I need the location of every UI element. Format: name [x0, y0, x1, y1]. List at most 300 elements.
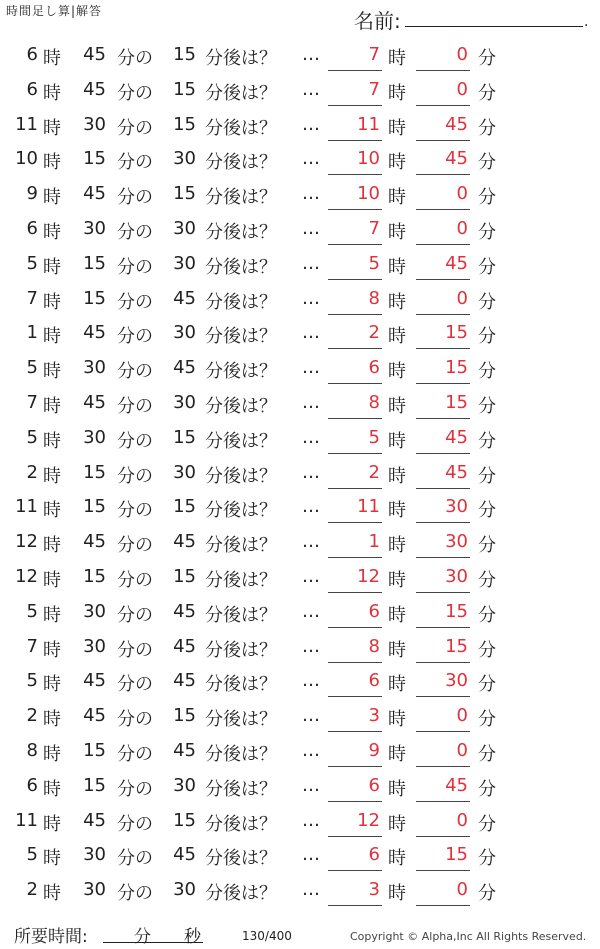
minutes-after-unit: 分後は？: [205, 256, 277, 278]
answer-minute-unit: 分: [478, 500, 496, 522]
answer-minute-blank: [416, 905, 470, 906]
problem-row: [0, 804, 600, 839]
ellipsis: …: [302, 217, 320, 239]
minute-of-unit: 分の: [117, 848, 153, 870]
answer-minute-unit: 分: [478, 639, 496, 661]
problem-row: [0, 734, 600, 769]
answer-minute-blank: [416, 279, 470, 280]
minutes-after-unit: 分後は？: [205, 430, 277, 452]
answer-hour-unit: 時: [388, 256, 406, 278]
answer-minute-blank: [416, 244, 470, 245]
answer-minute-unit: 分: [478, 465, 496, 487]
minute-of-unit: 分の: [117, 326, 153, 348]
minutes-after-unit: 分後は？: [205, 535, 277, 557]
added-minutes: 30: [173, 774, 196, 796]
problem-row: [0, 873, 600, 908]
start-minute: 45: [83, 531, 106, 553]
answer-minute-unit: 分: [478, 743, 496, 765]
answer-minute-blank: [416, 696, 470, 697]
ellipsis: …: [302, 635, 320, 657]
answer-minute[interactable]: 30: [445, 531, 468, 553]
answer-minute-unit: 分: [478, 604, 496, 626]
answer-minute[interactable]: 15: [445, 844, 468, 866]
added-minutes: 45: [173, 357, 196, 379]
answer-hour-unit: 時: [388, 152, 406, 174]
start-hour: 11: [15, 809, 38, 831]
minute-of-unit: 分の: [117, 813, 153, 835]
hour-unit: 時: [43, 187, 61, 209]
answer-hour-blank: [328, 662, 382, 663]
answer-hour-blank: [328, 174, 382, 175]
answer-minute[interactable]: 0: [456, 287, 468, 309]
worksheet-title: 時間足し算|解答: [6, 4, 103, 18]
answer-hour-blank: [328, 453, 382, 454]
answer-hour[interactable]: 5: [368, 252, 380, 274]
answer-hour[interactable]: 6: [368, 670, 380, 692]
added-minutes: 45: [173, 844, 196, 866]
answer-minute-unit: 分: [478, 674, 496, 696]
ellipsis: …: [302, 774, 320, 796]
added-minutes: 15: [173, 705, 196, 727]
answer-minute-unit: 分: [478, 569, 496, 591]
answer-hour-blank: [328, 870, 382, 871]
answer-minute[interactable]: 15: [445, 600, 468, 622]
answer-hour-unit: 時: [388, 500, 406, 522]
start-minute: 45: [83, 391, 106, 413]
start-hour: 2: [26, 705, 38, 727]
answer-minute[interactable]: 45: [445, 426, 468, 448]
answer-hour-unit: 時: [388, 48, 406, 69]
start-hour: 5: [26, 252, 38, 274]
answer-hour-blank: [328, 627, 382, 628]
start-minute: 15: [83, 252, 106, 274]
answer-hour[interactable]: 2: [368, 322, 380, 344]
ellipsis: …: [302, 705, 320, 727]
answer-minute[interactable]: 15: [445, 391, 468, 413]
answer-hour-unit: 時: [388, 82, 406, 104]
minute-of-unit: 分の: [117, 778, 153, 800]
answer-hour-blank: [328, 557, 382, 558]
answer-hour-blank: [328, 905, 382, 906]
answer-hour-blank: [328, 244, 382, 245]
added-minutes: 45: [173, 600, 196, 622]
hour-unit: 時: [43, 361, 61, 383]
start-hour: 6: [26, 44, 38, 65]
problem-row: [0, 664, 600, 699]
minutes-after-unit: 分後は？: [205, 82, 277, 104]
answer-hour-unit: 時: [388, 813, 406, 835]
answer-hour-blank: [328, 592, 382, 593]
minutes-after-unit: 分後は？: [205, 778, 277, 800]
answer-hour[interactable]: 11: [357, 113, 380, 135]
ellipsis: …: [302, 670, 320, 692]
answer-minute[interactable]: 45: [445, 148, 468, 170]
added-minutes: 15: [173, 44, 196, 65]
answer-minute[interactable]: 0: [456, 739, 468, 761]
hour-unit: 時: [43, 848, 61, 870]
answer-hour[interactable]: 5: [368, 426, 380, 448]
added-minutes: 15: [173, 113, 196, 135]
problem-row: [0, 108, 600, 143]
answer-minute[interactable]: 0: [456, 183, 468, 205]
hour-unit: 時: [43, 639, 61, 661]
added-minutes: 30: [173, 322, 196, 344]
answer-minute-blank: [416, 140, 470, 141]
start-hour: 5: [26, 844, 38, 866]
minute-of-unit: 分の: [117, 709, 153, 731]
start-hour: 5: [26, 600, 38, 622]
problem-row: [0, 247, 600, 282]
answer-minute-unit: 分: [478, 187, 496, 209]
start-minute: 30: [83, 217, 106, 239]
start-minute: 30: [83, 600, 106, 622]
hour-unit: 時: [43, 604, 61, 626]
answer-hour-unit: 時: [388, 221, 406, 243]
answer-hour[interactable]: 7: [368, 217, 380, 239]
minutes-after-unit: 分後は？: [205, 117, 277, 139]
start-minute: 15: [83, 461, 106, 483]
start-minute: 30: [83, 844, 106, 866]
answer-hour-blank: [328, 488, 382, 489]
name-field-line[interactable]: [405, 26, 583, 27]
start-minute: 15: [83, 739, 106, 761]
answer-minute-blank: [416, 592, 470, 593]
answer-hour-unit: 時: [388, 465, 406, 487]
answer-minute[interactable]: 0: [456, 809, 468, 831]
answer-minute[interactable]: 0: [456, 217, 468, 239]
minute-of-unit: 分の: [117, 256, 153, 278]
problem-row: [0, 386, 600, 421]
minutes-after-unit: 分後は？: [205, 674, 277, 696]
answer-hour-unit: 時: [388, 535, 406, 557]
start-minute: 15: [83, 774, 106, 796]
problem-row: [0, 525, 600, 560]
answer-hour-blank: [328, 314, 382, 315]
answer-minute-blank: [416, 174, 470, 175]
problem-row: [0, 560, 600, 595]
minutes-after-unit: 分後は？: [205, 813, 277, 835]
answer-minute[interactable]: 0: [456, 879, 468, 901]
problem-row: [0, 490, 600, 525]
answer-hour[interactable]: 6: [368, 774, 380, 796]
answer-minute[interactable]: 15: [445, 635, 468, 657]
minutes-after-unit: 分後は？: [205, 395, 277, 417]
answer-hour-blank: [328, 522, 382, 523]
minutes-after-unit: 分後は？: [205, 221, 277, 243]
answer-hour[interactable]: 9: [368, 739, 380, 761]
minute-of-unit: 分の: [117, 883, 153, 905]
answer-hour-unit: 時: [388, 291, 406, 313]
answer-minute[interactable]: 45: [445, 774, 468, 796]
start-minute: 45: [83, 322, 106, 344]
minutes-after-unit: 分後は？: [205, 883, 277, 905]
answer-hour[interactable]: 3: [368, 705, 380, 727]
ellipsis: …: [302, 565, 320, 587]
answer-minute-unit: 分: [478, 395, 496, 417]
problem-row: [0, 351, 600, 386]
start-hour: 8: [26, 739, 38, 761]
added-minutes: 15: [173, 565, 196, 587]
answer-minute-unit: 分: [478, 291, 496, 313]
answer-minute-blank: [416, 662, 470, 663]
answer-minute-blank: [416, 70, 470, 71]
answer-minute-unit: 分: [478, 152, 496, 174]
answer-minute[interactable]: 0: [456, 44, 468, 65]
answer-minute-unit: 分: [478, 326, 496, 348]
answer-minute[interactable]: 45: [445, 113, 468, 135]
added-minutes: 30: [173, 461, 196, 483]
answer-hour-unit: 時: [388, 778, 406, 800]
answer-hour[interactable]: 8: [368, 391, 380, 413]
problem-list: [0, 38, 600, 908]
answer-minute-blank: [416, 209, 470, 210]
start-minute: 45: [83, 670, 106, 692]
minutes-after-unit: 分後は？: [205, 709, 277, 731]
answer-minute-blank: [416, 522, 470, 523]
minute-of-unit: 分の: [117, 291, 153, 313]
start-minute: 30: [83, 426, 106, 448]
answer-hour-blank: [328, 209, 382, 210]
problem-row: [0, 73, 600, 108]
ellipsis: …: [302, 183, 320, 205]
problem-row: [0, 838, 600, 873]
answer-minute-blank: [416, 314, 470, 315]
minutes-after-unit: 分後は？: [205, 465, 277, 487]
minutes-after-unit: 分後は？: [205, 569, 277, 591]
answer-minute[interactable]: 30: [445, 496, 468, 518]
added-minutes: 45: [173, 739, 196, 761]
minute-of-unit: 分の: [117, 535, 153, 557]
answer-hour-blank: [328, 418, 382, 419]
answer-hour[interactable]: 10: [357, 183, 380, 205]
start-hour: 11: [15, 496, 38, 518]
answer-minute-unit: 分: [478, 813, 496, 835]
answer-minute-unit: 分: [478, 709, 496, 731]
ellipsis: …: [302, 531, 320, 553]
answer-hour-blank: [328, 766, 382, 767]
answer-minute[interactable]: 45: [445, 461, 468, 483]
ellipsis: …: [302, 78, 320, 100]
added-minutes: 45: [173, 287, 196, 309]
answer-minute[interactable]: 15: [445, 357, 468, 379]
start-hour: 5: [26, 426, 38, 448]
answer-minute-unit: 分: [478, 883, 496, 905]
answer-hour-unit: 時: [388, 848, 406, 870]
answer-hour[interactable]: 6: [368, 600, 380, 622]
start-hour: 7: [26, 287, 38, 309]
problem-row: [0, 421, 600, 456]
minutes-after-unit: 分後は？: [205, 604, 277, 626]
minute-of-unit: 分の: [117, 48, 153, 69]
answer-hour-blank: [328, 279, 382, 280]
hour-unit: 時: [43, 326, 61, 348]
answer-minute-unit: 分: [478, 430, 496, 452]
minute-of-unit: 分の: [117, 82, 153, 104]
ellipsis: …: [302, 148, 320, 170]
answer-hour[interactable]: 10: [357, 148, 380, 170]
start-hour: 9: [26, 183, 38, 205]
answer-hour[interactable]: 8: [368, 287, 380, 309]
start-hour: 1: [26, 322, 38, 344]
copyright: Copyright © Alpha,Inc All Rights Reserved.: [350, 930, 587, 943]
ellipsis: …: [302, 496, 320, 518]
answer-hour-unit: 時: [388, 361, 406, 383]
ellipsis: …: [302, 600, 320, 622]
minute-of-unit: 分の: [117, 152, 153, 174]
added-minutes: 30: [173, 148, 196, 170]
start-minute: 30: [83, 635, 106, 657]
hour-unit: 時: [43, 778, 61, 800]
answer-hour[interactable]: 8: [368, 635, 380, 657]
added-minutes: 45: [173, 670, 196, 692]
answer-hour[interactable]: 2: [368, 461, 380, 483]
minutes-after-unit: 分後は？: [205, 291, 277, 313]
hour-unit: 時: [43, 535, 61, 557]
answer-hour-blank: [328, 836, 382, 837]
hour-unit: 時: [43, 743, 61, 765]
answer-minute[interactable]: 30: [445, 565, 468, 587]
problem-row: [0, 177, 600, 212]
start-hour: 6: [26, 78, 38, 100]
answer-hour[interactable]: 6: [368, 357, 380, 379]
problem-row: [0, 38, 600, 73]
page-number: 130/400: [242, 929, 292, 943]
answer-minute-blank: [416, 836, 470, 837]
answer-hour-unit: 時: [388, 430, 406, 452]
added-minutes: 30: [173, 391, 196, 413]
minute-of-unit: 分の: [117, 500, 153, 522]
start-minute: 45: [83, 183, 106, 205]
ellipsis: …: [302, 322, 320, 344]
hour-unit: 時: [43, 674, 61, 696]
problem-row: [0, 212, 600, 247]
minute-of-unit: 分の: [117, 187, 153, 209]
hour-unit: 時: [43, 709, 61, 731]
answer-minute-unit: 分: [478, 535, 496, 557]
answer-minute-blank: [416, 557, 470, 558]
answer-hour-unit: 時: [388, 326, 406, 348]
added-minutes: 15: [173, 496, 196, 518]
answer-minute-blank: [416, 383, 470, 384]
minutes-after-unit: 分後は？: [205, 152, 277, 174]
minutes-after-unit: 分後は？: [205, 361, 277, 383]
minutes-after-unit: 分後は？: [205, 326, 277, 348]
hour-unit: 時: [43, 291, 61, 313]
hour-unit: 時: [43, 82, 61, 104]
ellipsis: …: [302, 461, 320, 483]
minute-of-unit: 分の: [117, 430, 153, 452]
answer-minute[interactable]: 30: [445, 670, 468, 692]
hour-unit: 時: [43, 256, 61, 278]
start-minute: 30: [83, 357, 106, 379]
answer-hour[interactable]: 6: [368, 844, 380, 866]
name-field-end: .: [584, 14, 589, 30]
hour-unit: 時: [43, 813, 61, 835]
answer-hour[interactable]: 12: [357, 809, 380, 831]
answer-hour-blank: [328, 105, 382, 106]
problem-row: [0, 142, 600, 177]
answer-minute[interactable]: 0: [456, 705, 468, 727]
answer-hour[interactable]: 7: [368, 78, 380, 100]
minute-of-unit: 分の: [117, 395, 153, 417]
answer-minute[interactable]: 45: [445, 252, 468, 274]
problem-row: [0, 769, 600, 804]
answer-hour-unit: 時: [388, 674, 406, 696]
start-minute: 15: [83, 565, 106, 587]
minutes-after-unit: 分後は？: [205, 848, 277, 870]
answer-minute-blank: [416, 731, 470, 732]
added-minutes: 30: [173, 252, 196, 274]
answer-minute-blank: [416, 418, 470, 419]
start-hour: 2: [26, 879, 38, 901]
answer-minute[interactable]: 15: [445, 322, 468, 344]
hour-unit: 時: [43, 430, 61, 452]
answer-hour[interactable]: 7: [368, 44, 380, 65]
minute-of-unit: 分の: [117, 743, 153, 765]
minutes-after-unit: 分後は？: [205, 639, 277, 661]
answer-hour-blank: [328, 383, 382, 384]
ellipsis: …: [302, 879, 320, 901]
answer-hour-blank: [328, 348, 382, 349]
answer-hour-blank: [328, 731, 382, 732]
hour-unit: 時: [43, 883, 61, 905]
minutes-unit: 分: [134, 927, 151, 947]
answer-hour-blank: [328, 70, 382, 71]
minute-of-unit: 分の: [117, 674, 153, 696]
added-minutes: 45: [173, 635, 196, 657]
minute-of-unit: 分の: [117, 604, 153, 626]
answer-hour[interactable]: 1: [368, 531, 380, 553]
start-hour: 5: [26, 670, 38, 692]
minute-of-unit: 分の: [117, 221, 153, 243]
answer-minute-unit: 分: [478, 361, 496, 383]
ellipsis: …: [302, 357, 320, 379]
answer-minute[interactable]: 0: [456, 78, 468, 100]
answer-hour-blank: [328, 801, 382, 802]
seconds-unit: 秒: [184, 927, 201, 947]
start-minute: 30: [83, 879, 106, 901]
name-label: 名前:: [354, 9, 401, 33]
answer-hour-unit: 時: [388, 639, 406, 661]
hour-unit: 時: [43, 221, 61, 243]
problem-row: [0, 699, 600, 734]
hour-unit: 時: [43, 152, 61, 174]
problem-row: [0, 630, 600, 665]
answer-hour-unit: 時: [388, 604, 406, 626]
answer-hour-unit: 時: [388, 569, 406, 591]
answer-hour[interactable]: 3: [368, 879, 380, 901]
start-minute: 45: [83, 809, 106, 831]
start-hour: 12: [15, 565, 38, 587]
answer-minute-unit: 分: [478, 221, 496, 243]
answer-hour[interactable]: 11: [357, 496, 380, 518]
start-minute: 45: [83, 78, 106, 100]
ellipsis: …: [302, 113, 320, 135]
start-hour: 6: [26, 774, 38, 796]
answer-hour[interactable]: 12: [357, 565, 380, 587]
minutes-after-unit: 分後は？: [205, 187, 277, 209]
ellipsis: …: [302, 426, 320, 448]
answer-minute-unit: 分: [478, 48, 496, 69]
start-hour: 2: [26, 461, 38, 483]
answer-minute-unit: 分: [478, 117, 496, 139]
answer-minute-blank: [416, 488, 470, 489]
answer-hour-unit: 時: [388, 117, 406, 139]
start-minute: 45: [83, 44, 106, 65]
start-hour: 12: [15, 531, 38, 553]
start-hour: 7: [26, 635, 38, 657]
answer-minute-blank: [416, 348, 470, 349]
